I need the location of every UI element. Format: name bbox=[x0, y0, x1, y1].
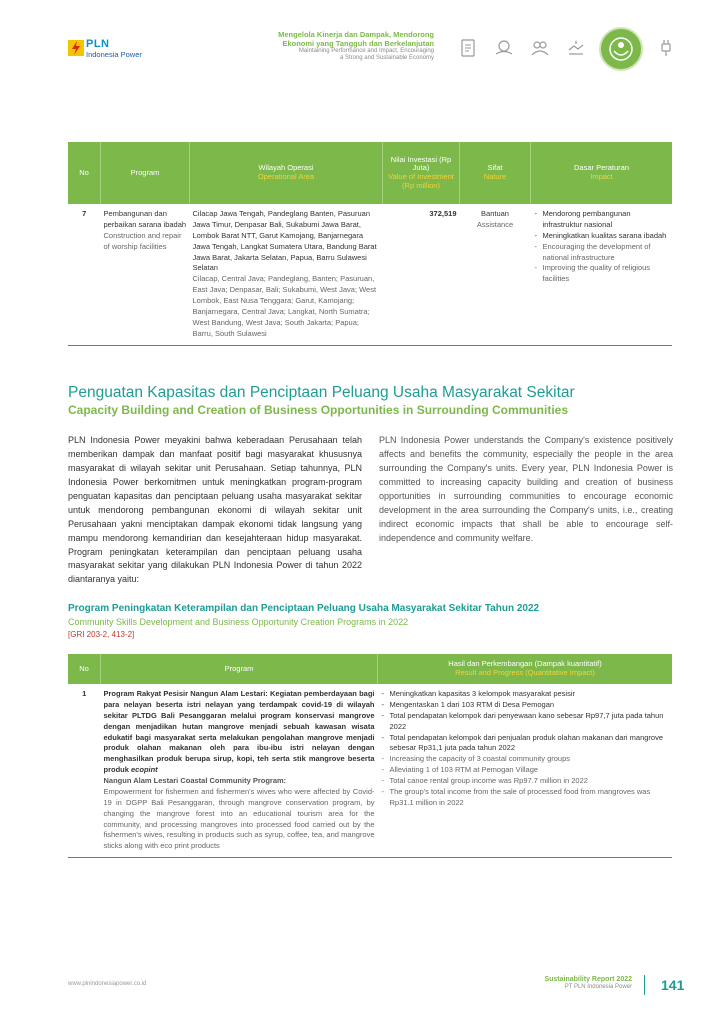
list-item: - Total pendapatan kelompok dari penyewaan kano sebesar Rp97,7 juta pada tahun 2022 bbox=[381, 711, 670, 733]
hands-icon[interactable] bbox=[493, 37, 515, 59]
col-basis: Dasar Peraturan Impact bbox=[531, 142, 673, 204]
subsection-title-id: Program Peningkatan Keterampilan dan Penciptaan Peluang Usaha Masyarakat Sekitar Tahun 2022 bbox=[68, 603, 540, 614]
col-program: Program bbox=[101, 142, 190, 204]
pln-logo-icon bbox=[68, 40, 84, 56]
chapter-title-id-2: Ekonomi yang Tangguh dan Berkelanjutan bbox=[282, 39, 434, 48]
row-no: 1 bbox=[82, 689, 87, 698]
list-item: - The group's total income from the sale of processed food from mangroves was Rp31.1 million in 2022 bbox=[381, 787, 670, 809]
subsection-title-en: Community Skills Development and Business Opportunity Creation Programs in 2022 bbox=[68, 617, 409, 627]
footer-divider bbox=[644, 975, 645, 995]
row-program: Program Rakyat Pesisir Nangun Alam Lestari: Kegiatan pemberdayaan bagi para nelayan beserta istri nelayan yang terdampak covid-19 di wilayah sekitar PLTDG Bali Pesanggaran melalui program konservasi mangrove dengan menjadikan hutan mangrove menjadi sebuah kawasan wisata edukatif bagi masyarakat serta melakukan pengolahan mangrove menjadi produk olahan makanan oleh para ibu-ibu istri nelayan dengan menghasilkan produk berupa sirup, kopi, teh serta stik mangrove beserta produk ecopint Nangun Alam Lestari Coastal Community Program: Empowerment for fishermen and fishermen's wives who were affected by Covid-19 in DGPP Bali Pesanggaran, through mangrove conservation program, by changing the mangrove forest into an educational tourism area for the community, and processing mangroves into processed food carried out by the fishermen's wives, resulting in products such as syrup, coffee, tea, and mangrove sticks along with eco print products bbox=[103, 689, 375, 851]
list-item: - Improving the quality of religious facilities bbox=[534, 263, 670, 285]
col-area: Wilayah Operasi Operational Area bbox=[190, 142, 383, 204]
col-nature: Sifat Nature bbox=[460, 142, 531, 204]
brand-name: PLN bbox=[86, 38, 110, 50]
people-icon[interactable] bbox=[529, 37, 551, 59]
list-item: - Meningkatkan kualitas sarana ibadah bbox=[534, 231, 670, 242]
col-no: No bbox=[68, 654, 101, 684]
row-no: 7 bbox=[82, 209, 87, 218]
page-number: 141 bbox=[661, 977, 685, 993]
col-result: Hasil dan Perkembangan (Dampak kuantitatif) Result and Progress (Quantitative Impact) bbox=[378, 654, 673, 684]
chapter-title-en-1: Maintaining Performance and Impact, Encouraging bbox=[298, 48, 434, 54]
row-basis bbox=[531, 204, 673, 345]
gri-reference: [GRI 203-2, 413-2] bbox=[68, 630, 135, 639]
section-title-en: Capacity Building and Creation of Business Opportunities in Surrounding Communities bbox=[68, 403, 569, 417]
list-item: - Encouraging the development of national infrastructure bbox=[534, 242, 670, 264]
list-item: - Total canoe rental group income was Rp97.7 million in 2022 bbox=[381, 776, 670, 787]
footer-report-title: Sustainability Report 2022 bbox=[544, 976, 632, 983]
emblem-icon[interactable] bbox=[599, 27, 643, 71]
chapter-title-id-1: Mengelola Kinerja dan Dampak, Mendorong bbox=[278, 30, 434, 39]
table-row bbox=[68, 684, 672, 858]
chapter-title bbox=[214, 30, 434, 62]
list-item: - Alleviating 1 of 103 RTM at Pemogan Village bbox=[381, 765, 670, 776]
brand-logo bbox=[86, 39, 142, 59]
row-results bbox=[378, 684, 673, 858]
list-item: - Mendorong pembangunan infrastruktur nasional bbox=[534, 209, 670, 231]
footer-company: PT PLN Indonesia Power bbox=[564, 984, 632, 991]
col-program: Program bbox=[101, 654, 378, 684]
paragraph-en: PLN Indonesia Power understands the Company's existence positively affects and benefits the community, especially the people in the area surrounding the Company's units. Every year, PLN Indonesia Power is committed to increasing capacity building and creation of business opportunities in surrounding communities to encourage economic development in the area surrounding the Company's units, i.e., creating indirect economic impacts that shall be able to encourage self-independence and community welfare. bbox=[379, 435, 673, 543]
investment-table bbox=[68, 142, 672, 346]
list-item: - Meningkatkan kapasitas 3 kelompok masyarakat pesisir bbox=[381, 689, 670, 700]
handshake-icon[interactable] bbox=[565, 37, 587, 59]
col-investment: Nilai Investasi (Rp Juta) Value of Investment (Rp million) bbox=[383, 142, 460, 204]
programs-table bbox=[68, 654, 672, 858]
row-program: Pembangunan dan perbaikan sarana ibadah Construction and repair of worship facilities bbox=[103, 209, 187, 251]
list-item: - Mengentaskan 1 dari 103 RTM di Desa Pemogan bbox=[381, 700, 670, 711]
row-nature: Bantuan Assistance bbox=[476, 209, 514, 229]
plug-icon[interactable] bbox=[655, 37, 677, 59]
brand-subname: Indonesia Power bbox=[86, 50, 142, 59]
col-no: No bbox=[68, 142, 101, 204]
paragraph-id: PLN Indonesia Power meyakini bahwa keberadaan Perusahaan telah memberikan dampak dan manfaat positif bagi masyarakat khususnya masyarakat di wilayah sekitar unit Perusahaan. Setiap tahunnya, PLN Indonesia Power berkomitmen untuk meningkatkan program-program penguatan kapasitas dan penciptaan peluang usaha masyarakat sekitar untuk mendorong pembangunan ekonomi di wilayah sekitar unit Perusahaan yakni menciptakan dampak ekonomi tidak langsung yang mampu mendorong kemandirian dan kesejahteraan hidup masyarakat. Program peningkatan keterampilan dan penciptaan peluang usaha masyarakat sekitar yang dilakukan PLN Indonesia Power di tahun 2022 diantaranya yaitu: bbox=[68, 435, 362, 585]
list-item: - Increasing the capacity of 3 coastal community groups bbox=[381, 754, 670, 765]
row-investment: 372,519 bbox=[429, 209, 457, 218]
chapter-nav bbox=[453, 30, 685, 66]
row-area: Cilacap Jawa Tengah, Pandeglang Banten, Pasuruan Jawa Timur, Denpasar Bali, Sukabumi Jawa Barat, Lombok Barat NTT, Garut Kamojang, Banjarnegara Jawa Tengah, Langkat Sumatera Utara, Bandung Barat Jawa Barat, Jakarta Selatan, Papua, Barru Sulawesi Selatan Cilacap, Central Java; Pandeglang, Banten; Pasuruan, East Java; Denpasar, Bali; Sukabumi, West Java; West Lombok, East Nusa Tenggara; Garut, Kamojang; Banjarnegara, Central Java; Langkat, North Sumatra; West Bandung, West Java; South Jakarta; Papua; Barru, South Sulawesi bbox=[192, 209, 377, 338]
section-title-id: Penguatan Kapasitas dan Penciptaan Peluang Usaha Masyarakat Sekitar bbox=[68, 384, 575, 401]
list-item: - Total pendapatan kelompok dari penjualan produk olahan makanan dari mangrove sebesar Rp31,1 juta pada tahun 2022 bbox=[381, 733, 670, 755]
chapter-title-en-2: a Strong and Sustainable Economy bbox=[339, 55, 434, 62]
footer-report bbox=[544, 975, 632, 992]
document-icon[interactable] bbox=[457, 37, 479, 59]
table-row bbox=[68, 204, 672, 345]
footer-url[interactable]: www.plnindonesiapower.co.id bbox=[68, 981, 147, 987]
